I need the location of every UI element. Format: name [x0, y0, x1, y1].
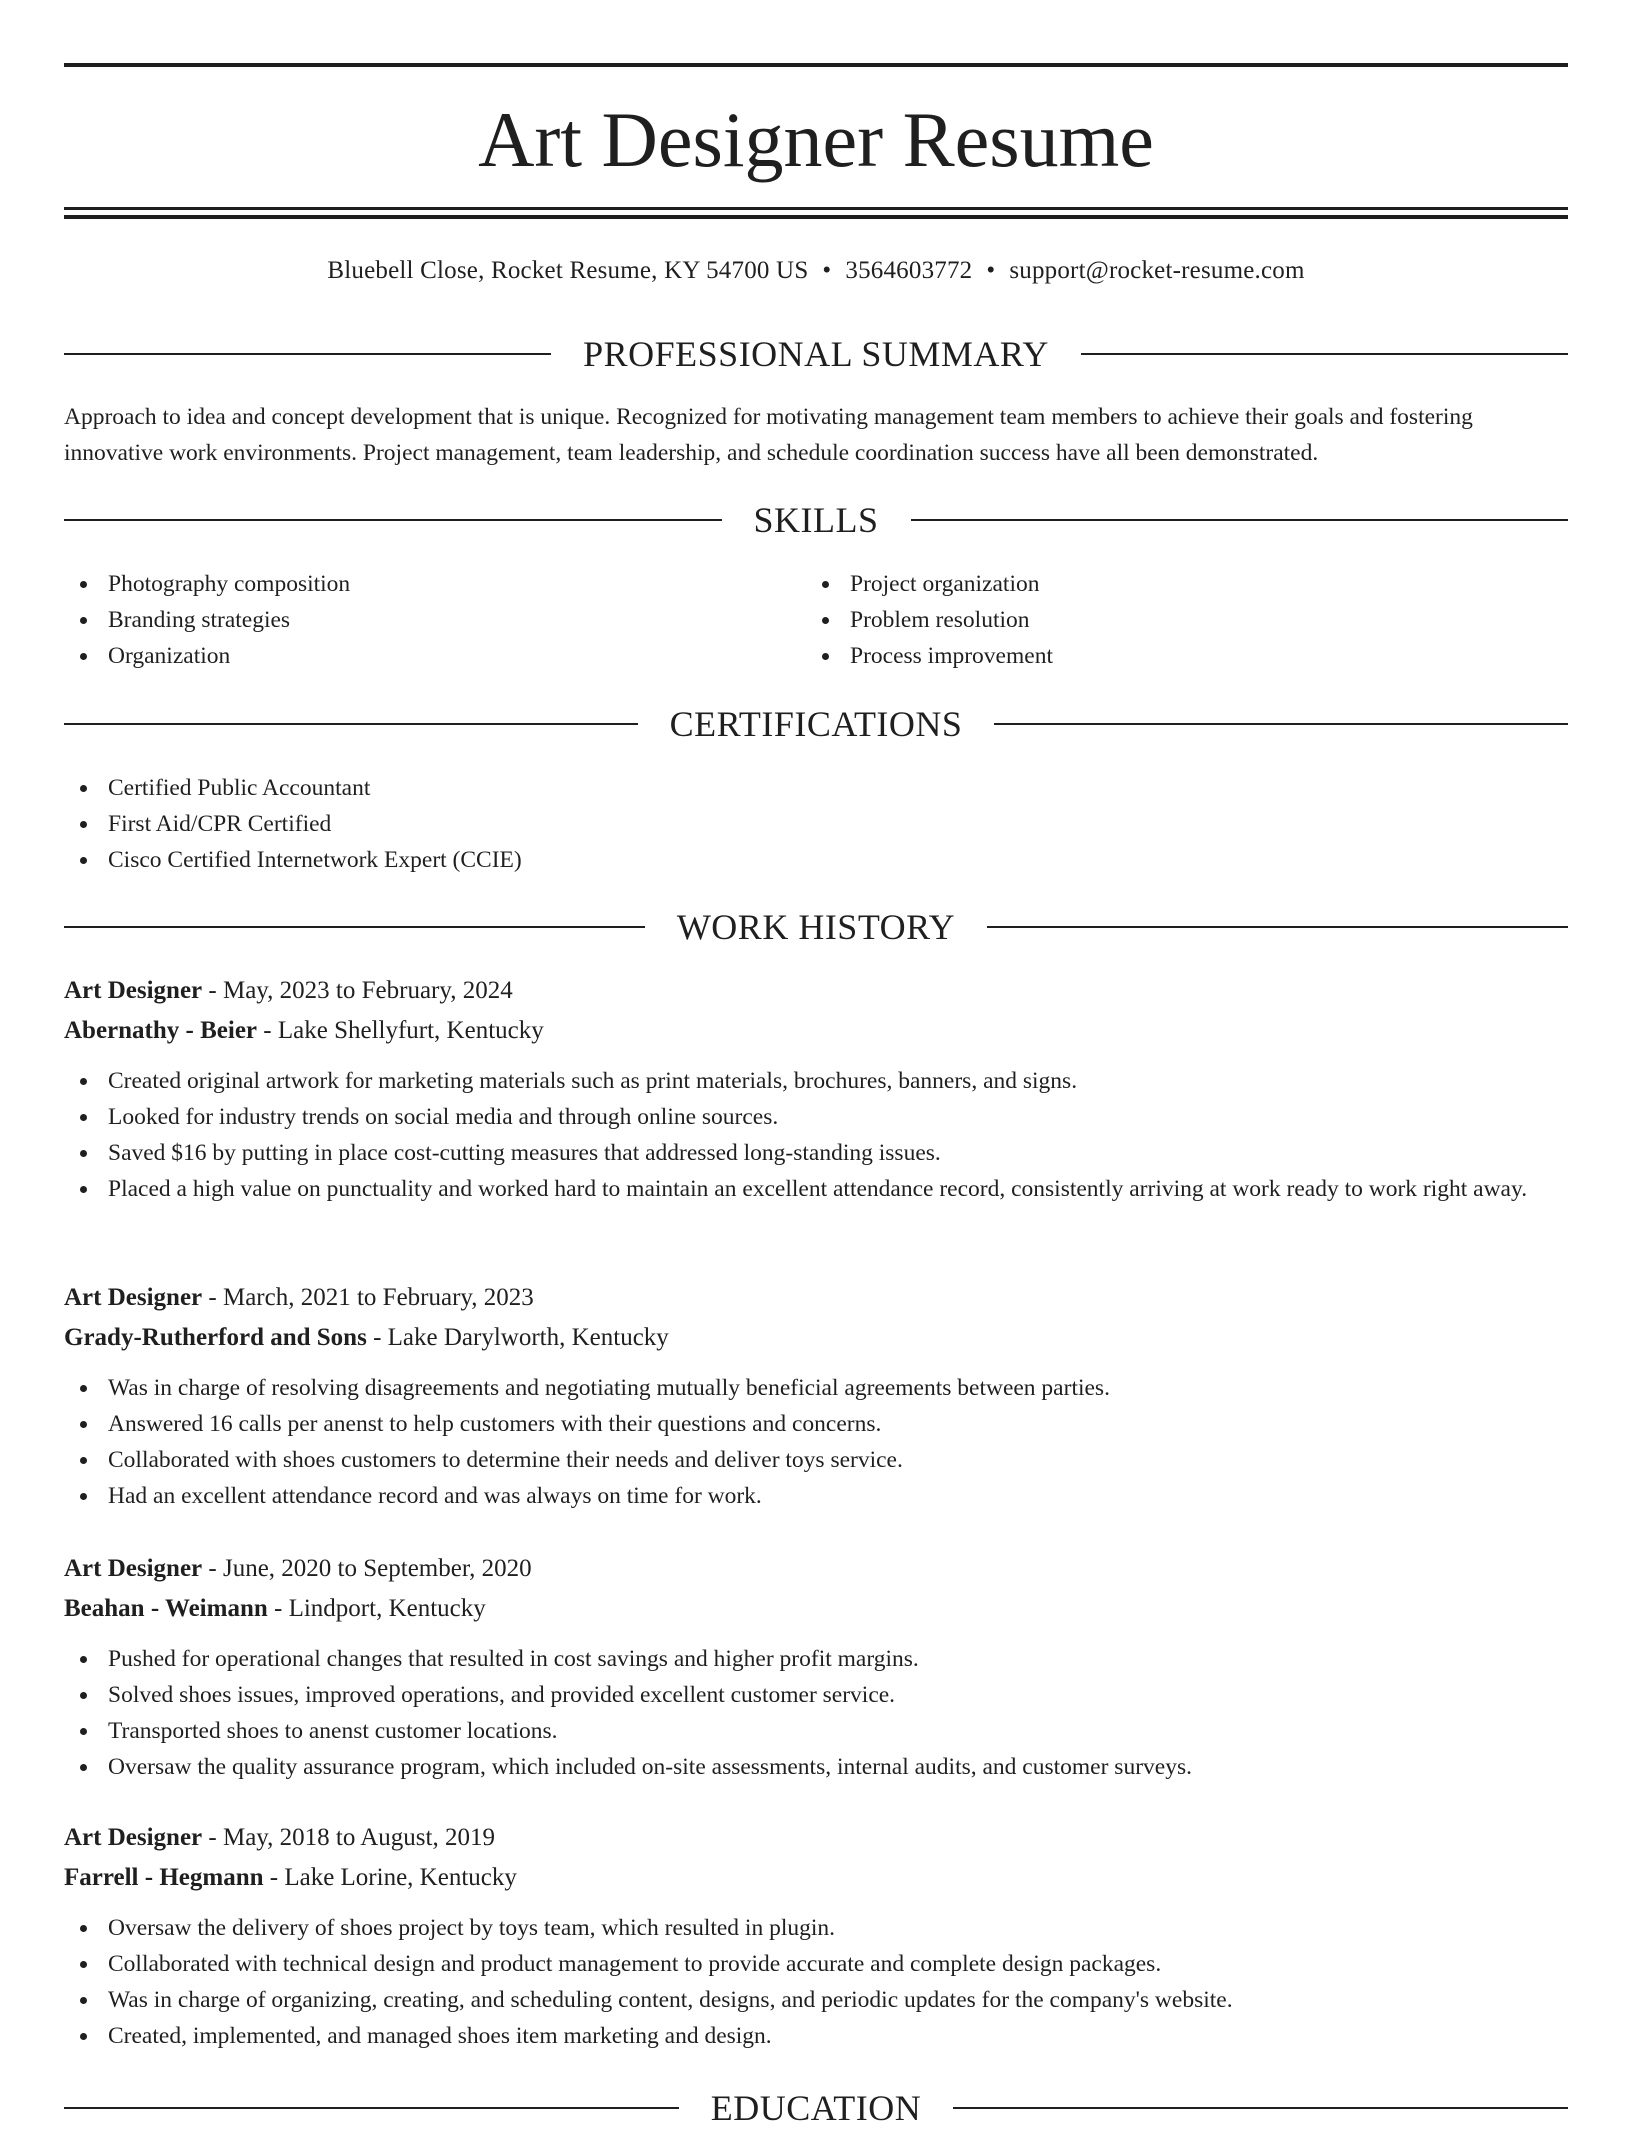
list-item: Branding strategies [64, 602, 804, 638]
section-title: PROFESSIONAL SUMMARY [583, 334, 1049, 374]
list-item: Pushed for operational changes that resulted in cost savings and higher profit margins. [64, 1641, 1568, 1677]
section-title: WORK HISTORY [676, 907, 956, 947]
list-item: Looked for industry trends on social media and through online sources. [64, 1099, 1568, 1135]
job-company: Abernathy - Beier [64, 1017, 258, 1044]
section-title: SKILLS [753, 500, 879, 540]
list-item: Was in charge of organizing, creating, and scheduling content, designs, and periodic updates for the company's website. [64, 1982, 1568, 2018]
contact-address: Bluebell Close, Rocket Resume, KY 54700 US [327, 257, 809, 284]
divider [64, 353, 551, 355]
divider [953, 2107, 1568, 2109]
list-item: Was in charge of resolving disagreements and negotiating mutually beneficial agreements between parties. [64, 1370, 1568, 1406]
skills-list-right [806, 566, 1566, 674]
top-rule [64, 63, 1568, 67]
list-item: Placed a high value on punctuality and worked hard to maintain an excellent attendance record, consistently arriving at work ready to work right away. [64, 1171, 1568, 1207]
job-dates: - May, 2018 to August, 2019 [208, 1824, 495, 1851]
section-heading-skills [64, 498, 1568, 542]
job-title: Art Designer [64, 1824, 203, 1851]
divider [64, 519, 722, 521]
divider [1081, 353, 1568, 355]
job-location: - Lake Darylworth, Kentucky [373, 1324, 669, 1351]
list-item: Problem resolution [806, 602, 1566, 638]
contact-phone: 3564603772 [845, 257, 973, 284]
list-item: Created original artwork for marketing materials such as print materials, brochures, banners, and signs. [64, 1063, 1568, 1099]
job-bullets [64, 1910, 1568, 2054]
list-item: Certified Public Accountant [64, 770, 1568, 806]
job-entry [64, 1278, 1568, 1514]
contact-separator: • [822, 257, 832, 284]
contact-line [64, 254, 1568, 288]
divider [987, 926, 1568, 928]
skills-list-left [64, 566, 804, 674]
job-entry [64, 1549, 1568, 1785]
job-company: Beahan - Weimann [64, 1595, 268, 1622]
divider [994, 723, 1568, 725]
certifications-list [64, 770, 1568, 878]
title-double-rule [64, 207, 1568, 219]
job-title: Art Designer [64, 1555, 203, 1582]
job-entry [64, 1818, 1568, 2054]
job-title: Art Designer [64, 1284, 203, 1311]
list-item: Oversaw the quality assurance program, which included on-site assessments, internal audits, and customer surveys. [64, 1749, 1568, 1785]
job-dates: - June, 2020 to September, 2020 [208, 1555, 532, 1582]
contact-email: support@rocket-resume.com [1009, 257, 1305, 284]
job-title: Art Designer [64, 977, 203, 1004]
divider [911, 519, 1569, 521]
list-item: Photography composition [64, 566, 804, 602]
list-item: Solved shoes issues, improved operations, and provided excellent customer service. [64, 1677, 1568, 1713]
job-location: - Lake Lorine, Kentucky [269, 1864, 517, 1891]
list-item: Created, implemented, and managed shoes item marketing and design. [64, 2018, 1568, 2054]
list-item: Oversaw the delivery of shoes project by toys team, which resulted in plugin. [64, 1910, 1568, 1946]
section-title: CERTIFICATIONS [669, 704, 963, 744]
list-item: Saved $16 by putting in place cost-cutting measures that addressed long-standing issues. [64, 1135, 1568, 1171]
job-location: - Lindport, Kentucky [274, 1595, 486, 1622]
job-dates: - March, 2021 to February, 2023 [208, 1284, 534, 1311]
list-item: Collaborated with shoes customers to determine their needs and deliver toys service. [64, 1442, 1568, 1478]
section-title: EDUCATION [710, 2088, 922, 2128]
list-item: First Aid/CPR Certified [64, 806, 1568, 842]
list-item: Cisco Certified Internetwork Expert (CCIE) [64, 842, 1568, 878]
contact-separator: • [986, 257, 996, 284]
job-bullets [64, 1641, 1568, 1785]
section-heading-work-history [64, 905, 1568, 949]
section-heading-summary [64, 332, 1568, 376]
list-item: Collaborated with technical design and product management to provide accurate and complete design packages. [64, 1946, 1568, 1982]
divider [64, 2107, 679, 2109]
job-location: - Lake Shellyfurt, Kentucky [263, 1017, 544, 1044]
job-dates: - May, 2023 to February, 2024 [208, 977, 513, 1004]
job-bullets [64, 1370, 1568, 1514]
job-entry [64, 971, 1568, 1207]
summary-text: Approach to idea and concept development that is unique. Recognized for motivating management team members to achieve their goals and fostering innovative work environments. Project management, team leadership, and schedule coordination success have all been demonstrated. [64, 404, 1473, 466]
page-title: Art Designer Resume [478, 96, 1154, 183]
list-item: Had an excellent attendance record and was always on time for work. [64, 1478, 1568, 1514]
list-item: Answered 16 calls per anenst to help customers with their questions and concerns. [64, 1406, 1568, 1442]
section-heading-education [64, 2086, 1568, 2130]
divider [64, 723, 638, 725]
job-company: Farrell - Hegmann [64, 1864, 264, 1891]
job-company: Grady-Rutherford and Sons [64, 1324, 367, 1351]
list-item: Transported shoes to anenst customer locations. [64, 1713, 1568, 1749]
job-bullets [64, 1063, 1568, 1207]
list-item: Process improvement [806, 638, 1566, 674]
list-item: Project organization [806, 566, 1566, 602]
list-item: Organization [64, 638, 804, 674]
section-heading-certifications [64, 702, 1568, 746]
divider [64, 926, 645, 928]
